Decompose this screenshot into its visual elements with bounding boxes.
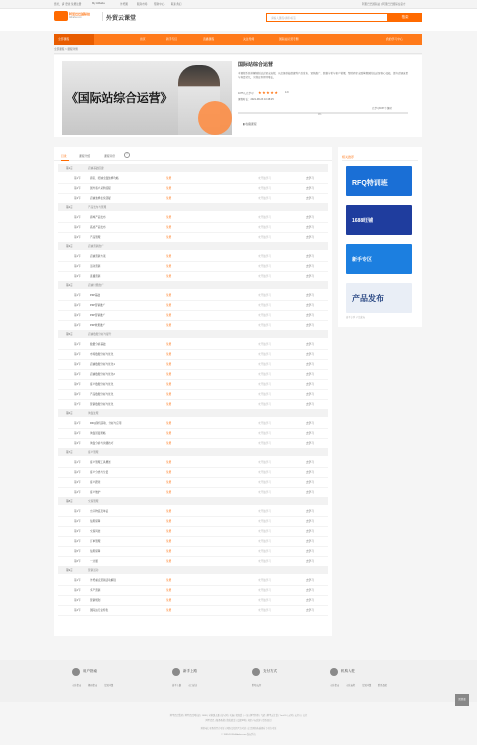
- lesson-start-button[interactable]: 去学习: [306, 393, 314, 396]
- lesson-free-tag: 免费: [166, 442, 172, 445]
- institution-icon: [330, 668, 338, 676]
- lesson-number: 第1节: [74, 255, 81, 258]
- lesson-free-tag: 免费: [166, 579, 172, 582]
- course-banner: [62, 61, 232, 135]
- chapter-title: 店铺数据分析与提升: [88, 333, 112, 336]
- lesson-title: 信用保障: [90, 550, 101, 553]
- lesson-title: 客户数据分析与优化: [90, 383, 114, 386]
- chapter-number: 第7章: [66, 451, 73, 454]
- lesson-number: 第4节: [74, 609, 81, 612]
- lesson-title: 出口物流及单证: [90, 510, 109, 513]
- lesson-free-tag: 免费: [166, 373, 172, 376]
- footer-link[interactable]: 常见问题: [362, 685, 372, 687]
- chapter-title: 客户管理: [88, 451, 99, 454]
- lesson-number: 第2节: [74, 520, 81, 523]
- lesson-start-button[interactable]: 去学习: [306, 422, 314, 425]
- logo-text[interactable]: 阿里巴巴国际站: [69, 12, 91, 16]
- lesson-title: 营销规划: [90, 599, 101, 602]
- footer: [0, 702, 477, 745]
- ad-banner-rfq[interactable]: [346, 166, 412, 196]
- chapter-header[interactable]: [58, 281, 328, 289]
- lesson-free-tag: 免费: [166, 314, 172, 317]
- lesson-title: 商家、旺铺全面装修攻略: [90, 177, 119, 180]
- footer-guides: [0, 660, 477, 702]
- lesson-title: 国外客户采购流程: [90, 187, 111, 190]
- course-date: 课程时长：2021-08-23 10:48:25: [238, 98, 274, 101]
- lesson-start-button[interactable]: 去学习: [306, 294, 314, 297]
- lesson-title: 交易风控: [90, 530, 101, 533]
- ad-text: 1688旺铺: [352, 218, 374, 224]
- lesson-status: 未开始学习: [258, 353, 271, 356]
- lesson-number: 第3节: [74, 314, 81, 317]
- breadcrumb-divider: [54, 53, 422, 54]
- lesson-free-tag: 免费: [166, 481, 172, 484]
- lesson-status: 未开始学习: [258, 491, 271, 494]
- lesson-start-button[interactable]: 去学习: [306, 353, 314, 356]
- lesson-start-button[interactable]: 去学习: [306, 314, 314, 317]
- lesson-number: 第4节: [74, 373, 81, 376]
- lesson-title: 产品管理: [90, 236, 101, 239]
- chapter-header[interactable]: [58, 330, 328, 338]
- active-tab-indicator: [61, 160, 69, 161]
- lesson-status: 未开始学习: [258, 481, 271, 484]
- lesson-title: P4P效果推广: [90, 324, 106, 327]
- scroll-top-button[interactable]: 回顶部: [455, 694, 469, 706]
- ad-banner-newbie[interactable]: [346, 244, 412, 274]
- lesson-title: 一达通: [90, 560, 98, 563]
- lesson-title: 客户维护: [90, 491, 101, 494]
- lesson-free-tag: 免费: [166, 177, 172, 180]
- lesson-title: 客户跟进: [90, 481, 101, 484]
- lesson-status: 未开始学习: [258, 216, 271, 219]
- main-nav: [54, 34, 422, 45]
- lesson-number: 第3节: [74, 197, 81, 200]
- footer-section-title[interactable]: 机构入驻: [341, 669, 355, 673]
- footer-link[interactable]: 入驻指南: [72, 685, 82, 687]
- lesson-start-button[interactable]: 去学习: [306, 432, 314, 435]
- lesson-status: 未开始学习: [258, 226, 271, 229]
- lesson-status: 未开始学习: [258, 343, 271, 346]
- lesson-start-button[interactable]: 去学习: [306, 540, 314, 543]
- lesson-number: 第3节: [74, 599, 81, 602]
- lesson-start-button[interactable]: 去学习: [306, 510, 314, 513]
- course-title: 国际站综合运营: [238, 62, 274, 68]
- lesson-status: 未开始学习: [258, 373, 271, 376]
- lesson-number: 第7节: [74, 403, 81, 406]
- nav-learning-center[interactable]: 我的学习中心: [386, 37, 403, 41]
- lesson-title: 订单管理: [90, 540, 101, 543]
- nav-item-home[interactable]: 首页: [140, 37, 146, 41]
- chapter-header[interactable]: [58, 409, 328, 417]
- lesson-free-tag: 免费: [166, 236, 172, 239]
- lesson-free-tag: 免费: [166, 609, 172, 612]
- lesson-start-button[interactable]: 去学习: [306, 461, 314, 464]
- banner-decoration: [198, 101, 232, 135]
- lesson-free-tag: 免费: [166, 403, 172, 406]
- breadcrumb[interactable]: 全部课程 > 课程详情: [54, 48, 78, 51]
- lesson-free-tag: 免费: [166, 294, 172, 297]
- tab-reviews[interactable]: 课程评价: [104, 154, 116, 158]
- nav-item-mentors[interactable]: 关注导师: [243, 37, 255, 41]
- footer-link[interactable]: 跨境支付: [252, 685, 262, 687]
- ad-caption: 新手专区 产品发布: [346, 317, 366, 319]
- lesson-status: 未开始学习: [258, 560, 271, 563]
- chapter-number: 第1章: [66, 167, 73, 170]
- lesson-title: 营销数据分析与优化: [90, 403, 114, 406]
- chapter-number: 第2章: [66, 206, 73, 209]
- lesson-title: 产品数据分析与优化: [90, 393, 114, 396]
- sidebar-divider: [342, 160, 418, 161]
- lesson-free-tag: 免费: [166, 471, 172, 474]
- lesson-title: 店铺装修在线答疑: [90, 197, 111, 200]
- top-link-3[interactable]: 帮助中心: [154, 3, 165, 6]
- catalog-tabs: [54, 151, 332, 161]
- chapter-number: 第3章: [66, 245, 73, 248]
- lesson-start-button[interactable]: 去学习: [306, 589, 314, 592]
- newbie-icon: [172, 668, 180, 676]
- favorite-button[interactable]: [243, 122, 257, 126]
- search-input[interactable]: 请输入课程/讲师/标签: [266, 13, 388, 22]
- lesson-start-button[interactable]: 去学习: [306, 599, 314, 602]
- lesson-number: 第4节: [74, 540, 81, 543]
- lesson-start-button[interactable]: 去学习: [306, 530, 314, 533]
- rating-stars-icon: ★★★★★: [258, 90, 279, 95]
- lesson-free-tag: 免费: [166, 383, 172, 386]
- lesson-free-tag: 免费: [166, 530, 172, 533]
- chapter-title: 产品发布与管理: [88, 206, 107, 209]
- lesson-status: 未开始学习: [258, 383, 271, 386]
- lesson-start-button[interactable]: 去学习: [306, 265, 314, 268]
- chapter-number: 第4章: [66, 284, 73, 287]
- lesson-status: 未开始学习: [258, 471, 271, 474]
- footer-license: 增值电信业务经营许可证 | 网络文化经营许可证 | 信息网络传播视听节目许可证: [200, 728, 277, 730]
- login-links[interactable]: 您好，请 登录 免费注册: [54, 3, 82, 6]
- lesson-free-tag: 免费: [166, 550, 172, 553]
- lesson-title: 店铺数据分析与优化2: [90, 373, 115, 376]
- lesson-title: P4P基础: [90, 294, 101, 297]
- lesson-title: RFQ商机获取、分析与应用: [90, 422, 122, 425]
- lesson-title: P4P营销推广: [90, 314, 106, 317]
- lesson-start-button[interactable]: 去学习: [306, 187, 314, 190]
- footer-links-1[interactable]: 阿里巴巴集团 | 阿里巴巴国际站 | 1688 | 全球速卖通 | 淘宝网 | 天猫 | 聚划算 | 一淘 | 阿里妈妈 | 飞猪 | 阿里云计算 | YunOS | 万网 | 支付宝 | 来往: [169, 715, 308, 717]
- lesson-number: 第1节: [74, 422, 81, 425]
- lesson-free-tag: 免费: [166, 491, 172, 494]
- lesson-free-tag: 免费: [166, 422, 172, 425]
- search-button[interactable]: 搜索: [388, 13, 422, 22]
- lesson-number: 第2节: [74, 226, 81, 229]
- alibaba-logo-icon[interactable]: [54, 11, 68, 21]
- lesson-status: 未开始学习: [258, 520, 271, 523]
- lesson-number: 第5节: [74, 550, 81, 553]
- lesson-free-tag: 免费: [166, 275, 172, 278]
- lesson-number: 第2节: [74, 187, 81, 190]
- lesson-start-button[interactable]: 去学习: [306, 373, 314, 376]
- lesson-start-button[interactable]: 去学习: [306, 304, 314, 307]
- lesson-status: 未开始学习: [258, 550, 271, 553]
- lesson-start-button[interactable]: 去学习: [306, 343, 314, 346]
- header-divider: [102, 12, 103, 21]
- lesson-title: 店铺数据分析与优化1: [90, 363, 115, 366]
- logo-subtext: Alibaba.com: [69, 17, 82, 19]
- chapter-number: 第9章: [66, 569, 73, 572]
- chapter-number: 第6章: [66, 412, 73, 415]
- lesson-number: 第1节: [74, 294, 81, 297]
- lesson-number: 第1节: [74, 177, 81, 180]
- lesson-title: 询盘分析与沟通技巧: [90, 442, 114, 445]
- info-icon[interactable]: ?: [124, 152, 130, 158]
- lesson-title: 直播营销: [90, 275, 101, 278]
- lesson-number: 第4节: [74, 491, 81, 494]
- lesson-start-button[interactable]: 去学习: [306, 275, 314, 278]
- top-link-4[interactable]: 联系我们: [171, 3, 182, 6]
- lesson-start-button[interactable]: 去学习: [306, 324, 314, 327]
- lesson-title: 高质产品发布: [90, 226, 106, 229]
- lesson-free-tag: 免费: [166, 520, 172, 523]
- chapter-header[interactable]: [58, 242, 328, 250]
- lesson-free-tag: 免费: [166, 343, 172, 346]
- lesson-title: 多产营销: [90, 589, 101, 592]
- bookmark-icon: ▮: [243, 122, 246, 126]
- lesson-start-button[interactable]: 去学习: [306, 491, 314, 494]
- lesson-status: 未开始学习: [258, 314, 271, 317]
- lesson-number: 第3节: [74, 236, 81, 239]
- lesson-title: P4P营销推广: [90, 304, 106, 307]
- my-alibaba-link[interactable]: My Alibaba: [92, 2, 105, 5]
- lesson-start-button[interactable]: 去学习: [306, 363, 314, 366]
- lesson-number: 第5节: [74, 383, 81, 386]
- learner-count: 1075人已学习: [238, 92, 254, 95]
- chapter-header[interactable]: [58, 566, 328, 574]
- lesson-status: 未开始学习: [258, 461, 271, 464]
- lesson-free-tag: 免费: [166, 589, 172, 592]
- lesson-status: 未开始学习: [258, 432, 271, 435]
- lesson-status: 未开始学习: [258, 255, 271, 258]
- lesson-status: 未开始学习: [258, 177, 271, 180]
- chapter-header[interactable]: [58, 203, 328, 211]
- lesson-status: 未开始学习: [258, 442, 271, 445]
- footer-section-title[interactable]: 支付方式: [263, 669, 277, 673]
- lesson-free-tag: 免费: [166, 461, 172, 464]
- footer-link[interactable]: 规则指南: [88, 685, 98, 687]
- lesson-number: 第3节: [74, 481, 81, 484]
- lesson-number: 第6节: [74, 560, 81, 563]
- site-title[interactable]: 外贸云课堂: [106, 16, 137, 22]
- lesson-status: 未开始学习: [258, 579, 271, 582]
- lesson-status: 未开始学习: [258, 236, 271, 239]
- lesson-number: 第3节: [74, 275, 81, 278]
- lesson-number: 第2节: [74, 304, 81, 307]
- lesson-start-button[interactable]: 去学习: [306, 481, 314, 484]
- lesson-status: 未开始学习: [258, 609, 271, 612]
- chapter-title: 交易管理: [88, 500, 99, 503]
- footer-link[interactable]: 常见问题: [104, 685, 114, 687]
- lesson-row[interactable]: [58, 605, 328, 616]
- lesson-title: 询盘回复策略: [90, 432, 106, 435]
- lesson-number: 第1节: [74, 461, 81, 464]
- lesson-number: 第1节: [74, 343, 81, 346]
- lesson-start-button[interactable]: 去学习: [306, 403, 314, 406]
- lesson-number: 第3节: [74, 442, 81, 445]
- tab-catalog[interactable]: 目录: [61, 154, 67, 158]
- lesson-status: 未开始学习: [258, 363, 271, 366]
- lesson-status: 未开始学习: [258, 510, 271, 513]
- lesson-start-button[interactable]: 去学习: [306, 255, 314, 258]
- lesson-start-button[interactable]: 去学习: [306, 609, 314, 612]
- lesson-free-tag: 免费: [166, 353, 172, 356]
- course-description: 本课程系统讲解国际站运营全流程，从店铺基础搭建到产品发布、营销推广、数据分析与客户管理，帮助商家全面掌握国际站运营核心技能，提升店铺流量与询盘转化，实现业务持续增长。: [238, 72, 409, 79]
- lesson-title: 国际站行业特色: [90, 609, 109, 612]
- lesson-free-tag: 免费: [166, 393, 172, 396]
- lesson-status: 未开始学习: [258, 294, 271, 297]
- chapter-title: 店铺营销推广: [88, 245, 104, 248]
- progress-label: 已学习0/37个课时: [372, 107, 392, 110]
- lesson-start-button[interactable]: 去学习: [306, 226, 314, 229]
- nav-all-courses[interactable]: 全部课程: [54, 34, 94, 45]
- tab-intro[interactable]: 课程介绍: [79, 154, 91, 158]
- lesson-title: 外贸重点营销活动解读: [90, 579, 116, 582]
- lesson-status: 未开始学习: [258, 589, 271, 592]
- lesson-title: 活动营销: [90, 265, 101, 268]
- lesson-free-tag: 免费: [166, 226, 172, 229]
- lesson-status: 未开始学习: [258, 540, 271, 543]
- banner-title: 《国际站综合运营》: [66, 91, 173, 105]
- lesson-start-button[interactable]: 去学习: [306, 560, 314, 563]
- footer-copyright: © 1999-2019 Alibaba.com 版权所有: [221, 734, 256, 736]
- lesson-start-button[interactable]: 去学习: [306, 177, 314, 180]
- lesson-start-button[interactable]: 去学习: [306, 471, 314, 474]
- chapter-title: 营销活动: [88, 569, 99, 572]
- lesson-status: 未开始学习: [258, 197, 271, 200]
- lesson-start-button[interactable]: 去学习: [306, 236, 314, 239]
- lesson-free-tag: 免费: [166, 363, 172, 366]
- lesson-free-tag: 免费: [166, 187, 172, 190]
- lesson-free-tag: 免费: [166, 432, 172, 435]
- ad-text: 产品发布: [352, 294, 384, 303]
- lesson-number: 第3节: [74, 363, 81, 366]
- lesson-number: 第1节: [74, 579, 81, 582]
- lesson-free-tag: 免费: [166, 599, 172, 602]
- footer-section-title[interactable]: 用户指南: [83, 669, 97, 673]
- lesson-free-tag: 免费: [166, 197, 172, 200]
- lesson-status: 未开始学习: [258, 304, 271, 307]
- footer-link[interactable]: 入驻流程: [346, 685, 356, 687]
- lesson-start-button[interactable]: 去学习: [306, 197, 314, 200]
- top-link-1[interactable]: 外贸圈: [120, 3, 128, 6]
- top-link-2[interactable]: 服务市场: [137, 3, 148, 6]
- payment-icon: [252, 668, 260, 676]
- lesson-start-button[interactable]: 去学习: [306, 520, 314, 523]
- lesson-free-tag: 免费: [166, 324, 172, 327]
- lesson-status: 未开始学习: [258, 599, 271, 602]
- lesson-free-tag: 免费: [166, 216, 172, 219]
- top-right-links[interactable]: 阿里巴巴国际站 | 阿里巴巴国际站官方: [362, 3, 406, 6]
- lesson-status: 未开始学习: [258, 187, 271, 190]
- lesson-status: 未开始学习: [258, 265, 271, 268]
- chapter-title: 店铺基础搭建: [88, 167, 104, 170]
- lesson-free-tag: 免费: [166, 560, 172, 563]
- lesson-status: 未开始学习: [258, 275, 271, 278]
- chapter-header[interactable]: [58, 448, 328, 456]
- lesson-title: 市场数据分析与优化: [90, 353, 114, 356]
- chapter-header[interactable]: [58, 497, 328, 505]
- lesson-free-tag: 免费: [166, 265, 172, 268]
- lesson-title: 商城产品发布: [90, 216, 106, 219]
- lesson-free-tag: 免费: [166, 255, 172, 258]
- progress-bar: [238, 112, 408, 114]
- lesson-free-tag: 免费: [166, 304, 172, 307]
- footer-links-2[interactable]: 阿里巴巴 | 服务条款 | 隐私政策 | 法律声明 | 知识产权保护 | 联系我们: [205, 720, 272, 722]
- chapter-number: 第8章: [66, 500, 73, 503]
- lesson-number: 第2节: [74, 353, 81, 356]
- ad-text: 新手专区: [352, 257, 373, 263]
- lesson-number: 第2节: [74, 432, 81, 435]
- lesson-title: 客户分类与分层: [90, 471, 109, 474]
- footer-link[interactable]: 入驻指南: [330, 685, 340, 687]
- lesson-number: 第4节: [74, 324, 81, 327]
- nav-item-topic[interactable]: 国际站运营专题: [279, 37, 299, 41]
- lesson-status: 未开始学习: [258, 422, 271, 425]
- lesson-number: 第1节: [74, 216, 81, 219]
- lesson-title: 数据分析基础: [90, 343, 106, 346]
- lesson-title: 信用保障: [90, 520, 101, 523]
- lesson-status: 未开始学习: [258, 403, 271, 406]
- favorite-label: 收藏课程: [245, 122, 257, 126]
- nav-item-live[interactable]: 直播课程: [203, 37, 215, 41]
- lesson-status: 未开始学习: [258, 393, 271, 396]
- lesson-start-button[interactable]: 去学习: [306, 383, 314, 386]
- lesson-free-tag: 免费: [166, 540, 172, 543]
- lesson-start-button[interactable]: 去学习: [306, 579, 314, 582]
- lesson-number: 第1节: [74, 510, 81, 513]
- user-guide-icon: [72, 668, 80, 676]
- lesson-number: 第2节: [74, 471, 81, 474]
- footer-link[interactable]: 新手上路: [172, 685, 182, 687]
- lesson-title: 客户管理工具概述: [90, 461, 111, 464]
- lesson-start-button[interactable]: 去学习: [306, 442, 314, 445]
- footer-section-title[interactable]: 新手上路: [183, 669, 197, 673]
- rating-score: 4.9: [285, 91, 289, 94]
- lesson-number: 第2节: [74, 589, 81, 592]
- lesson-start-button[interactable]: 去学习: [306, 216, 314, 219]
- lesson-number: 第6节: [74, 393, 81, 396]
- lesson-free-tag: 免费: [166, 510, 172, 513]
- chapter-title: 询盘处理: [88, 412, 99, 415]
- ad-text: RFQ特训班: [352, 180, 388, 187]
- lesson-number: 第3节: [74, 530, 81, 533]
- lesson-start-button[interactable]: 去学习: [306, 550, 314, 553]
- ad-banner-product[interactable]: [346, 283, 412, 313]
- lesson-title: 店铺营销方案: [90, 255, 106, 258]
- sidebar-title: 相关推荐: [342, 155, 355, 159]
- chapter-header[interactable]: [58, 164, 328, 172]
- footer-link[interactable]: 入门必读: [188, 685, 198, 687]
- lesson-number: 第2节: [74, 265, 81, 268]
- lesson-status: 未开始学习: [258, 324, 271, 327]
- progress-percent: 0%: [318, 114, 322, 116]
- top-bar: [0, 0, 477, 9]
- ad-banner-shop[interactable]: [346, 205, 412, 235]
- footer-link[interactable]: 联系我们: [378, 685, 388, 687]
- nav-item-newbie[interactable]: 新手专区: [166, 37, 178, 41]
- chapter-number: 第5章: [66, 333, 73, 336]
- lesson-status: 未开始学习: [258, 530, 271, 533]
- chapter-title: 店铺付费推广: [88, 284, 104, 287]
